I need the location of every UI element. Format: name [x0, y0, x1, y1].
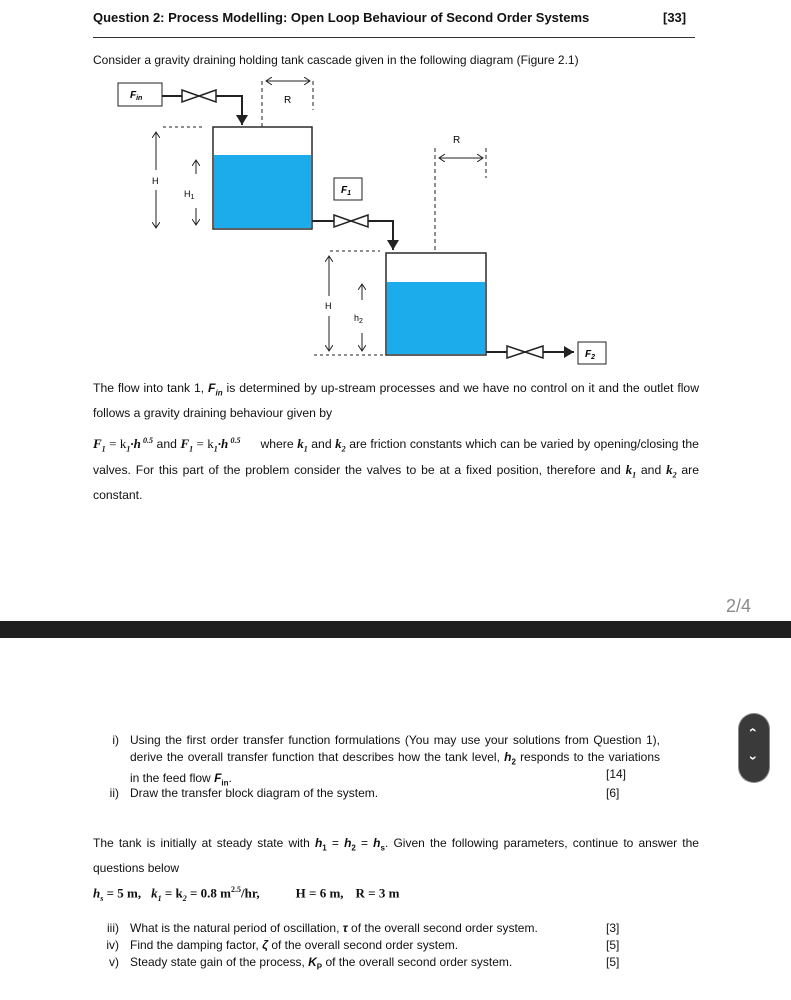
question-title: Question 2: Process Modelling: Open Loop Behaviour of Second Order Systems: [93, 10, 590, 25]
prev-page-icon[interactable]: ‹: [746, 727, 762, 733]
question-marks: [33]: [663, 10, 687, 25]
outlet-flow-equation: $F_1 = k_1\cdot h$ $^{0.5}$ and $F_1 = k_1\cdot h$ $^{0.5}$ where $k_1$ and $k_2$ are friction constants which can be varied by opening/closing the valves. For this part of the problem consider the valves to be at a fixed position, therefore and $k_1$ and $k_2$ are constant.: [93, 436, 699, 502]
valve-1-icon: [334, 215, 351, 227]
h1-label: $H_1$: [184, 189, 195, 201]
h-label-1: H: [152, 176, 159, 186]
fin-label: $F_{in}$: [130, 90, 143, 102]
tank-1-water: [214, 155, 311, 228]
f2-label: $F_2$: [585, 349, 596, 361]
next-page-icon[interactable]: ›: [746, 755, 762, 761]
page-nav-control[interactable]: [739, 714, 769, 782]
valve-2-icon: [507, 346, 525, 358]
tank-cascade-diagram: [0, 0, 791, 380]
r1-label: R: [284, 95, 292, 106]
f1-label: $F_1$: [341, 185, 352, 197]
question-i: i) Using the first order transfer function formulations (You may use your solutions from Question 1), derive the overall transfer function that describes how the tank level, $h_2$ responds to the variations in the feed flow $F_{in}$. [14]: [112, 733, 660, 788]
tank-2-water: [387, 282, 485, 354]
page-indicator: 2/4: [726, 596, 752, 616]
r2-label: R: [453, 135, 461, 146]
h-label-2: H: [325, 301, 332, 311]
inlet-valve-icon: [182, 90, 199, 102]
steady-state-text: The tank is initially at steady state with $h_1 = h_2 = h_s$. Given the following parameters, continue to answer the questions below: [93, 836, 699, 876]
parameters-line: $h_s = 5$ m, $k_1 = k_2 = 0.8$ $m^{2.5}/hr$, H = 6 m, R = 3 m: [93, 885, 400, 903]
h2-label: $h_2$: [354, 313, 363, 325]
page-break-divider: [0, 621, 791, 638]
flow-description: The flow into tank 1, $F_{in}$ is determined by up-stream processes and we have no control on it and the outlet flow follows a gravity draining behaviour given by: [93, 381, 699, 421]
intro-text: Consider a gravity draining holding tank cascade given in the following diagram (Figure 2.1): [93, 53, 579, 67]
